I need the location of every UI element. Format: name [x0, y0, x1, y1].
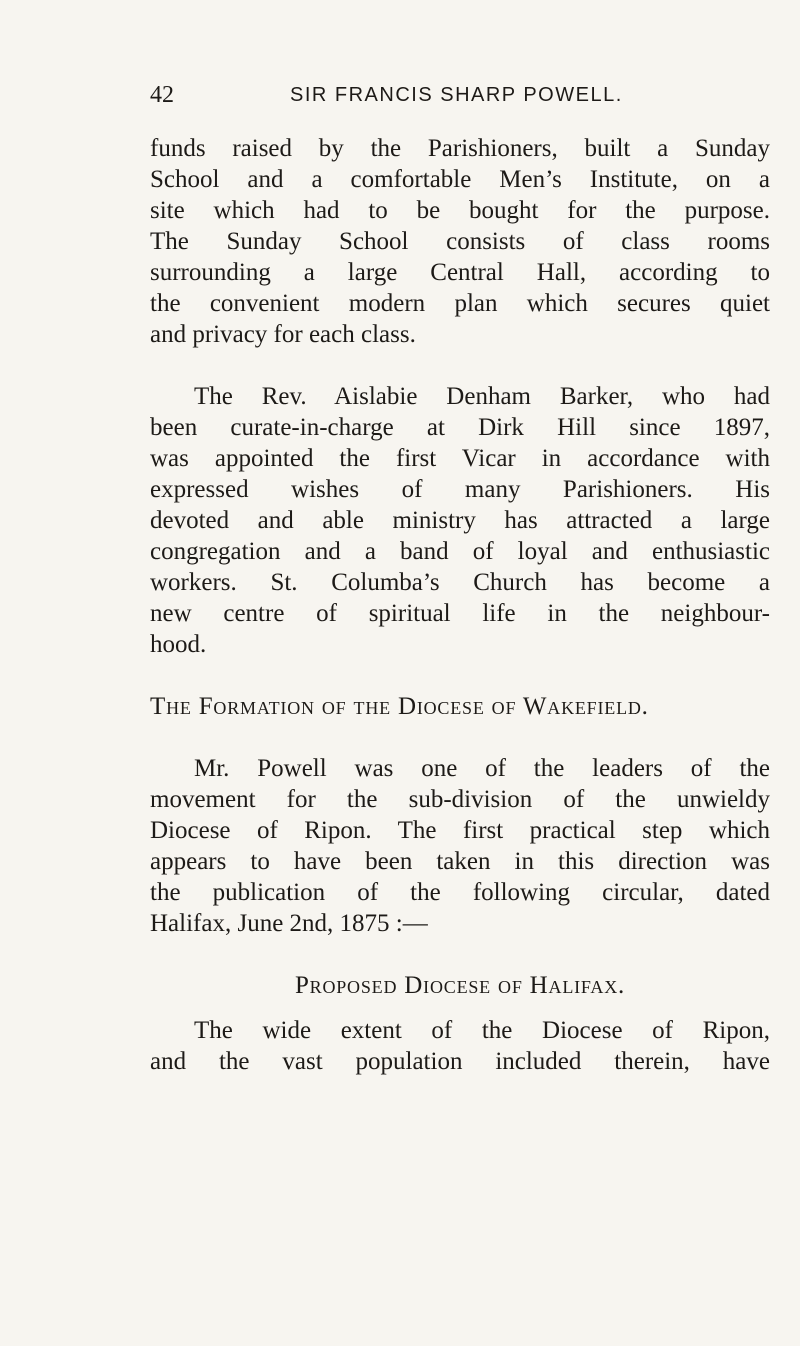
text-line: site which had to be bought for the purpose. [150, 197, 770, 224]
text-line: and the vast population included therein, have [150, 1048, 770, 1075]
text-line: appears to have been taken in this direction was [150, 848, 770, 875]
text-line: The Sunday School consists of class rooms [150, 228, 770, 255]
text-line: surrounding a large Central Hall, according to [150, 259, 770, 286]
section-heading-halifax: Proposed Diocese of Halifax. [294, 972, 626, 999]
text-line: hood. [150, 631, 207, 658]
paragraph-3 [150, 753, 770, 939]
paragraph-spacer [150, 660, 770, 691]
page-number: 42 [150, 82, 174, 108]
paragraph-1 [150, 133, 770, 350]
running-title: SIR FRANCIS SHARP POWELL. [290, 84, 623, 106]
text-line: devoted and able ministry has attracted a large [150, 507, 770, 534]
paragraph-4 [150, 1015, 770, 1077]
text-line: congregation and a band of loyal and enthusiastic [150, 538, 770, 565]
text-line: and privacy for each class. [150, 321, 416, 348]
text-line: was appointed the first Vicar in accordance with [150, 445, 770, 472]
section-heading-wakefield: The Formation of the Diocese of Wakefield. [150, 693, 649, 720]
main-text [150, 133, 770, 1077]
text-line: expressed wishes of many Parishioners. His [150, 476, 770, 503]
text-line: The Rev. Aislabie Denham Barker, who had [194, 383, 770, 410]
paragraph-2 [150, 381, 770, 660]
paragraph-spacer [150, 350, 770, 381]
text-line: Diocese of Ripon. The first practical step which [150, 817, 770, 844]
text-line: the publication of the following circular, dated [150, 879, 770, 906]
text-line: The wide extent of the Diocese of Ripon, [194, 1017, 770, 1044]
text-line: new centre of spiritual life in the neighbour- [150, 600, 770, 627]
paragraph-spacer [150, 939, 770, 970]
text-line: the convenient modern plan which secures quiet [150, 290, 770, 317]
paragraph-spacer [150, 722, 770, 753]
text-line: workers. St. Columba’s Church has become a [150, 569, 770, 596]
text-line: funds raised by the Parishioners, built a Sunday [150, 135, 770, 162]
text-line: Halifax, June 2nd, 1875 :— [150, 910, 428, 937]
page-header [150, 82, 770, 118]
text-line: School and a comfortable Men’s Institute, on a [150, 166, 770, 193]
text-line: movement for the sub-division of the unwieldy [150, 786, 770, 813]
paragraph-spacer [150, 1001, 770, 1015]
text-line: been curate-in-charge at Dirk Hill since 1897, [150, 414, 770, 441]
text-line: Mr. Powell was one of the leaders of the [194, 755, 770, 782]
